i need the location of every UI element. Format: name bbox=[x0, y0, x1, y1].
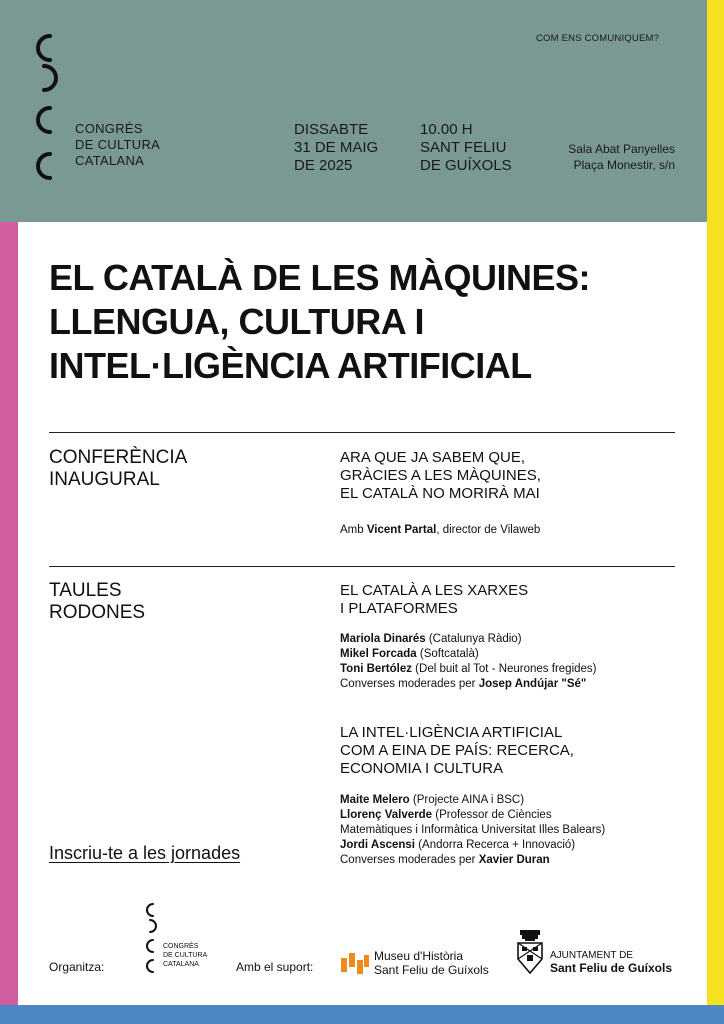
museu-line: Museu d'Història bbox=[374, 949, 463, 963]
label-line: INAUGURAL bbox=[49, 469, 160, 490]
participant bbox=[340, 808, 605, 823]
place-line: SANT FELIU bbox=[420, 139, 507, 156]
date-line: DISSABTE bbox=[294, 121, 369, 138]
logo-line: CATALANA bbox=[75, 153, 145, 168]
page-title bbox=[49, 256, 590, 388]
date-line: DE 2025 bbox=[294, 157, 353, 174]
participant-name: Jordi Ascensi bbox=[340, 839, 415, 851]
organiza-label: Organitza: bbox=[49, 960, 105, 974]
table2-title bbox=[340, 724, 574, 778]
section-divider bbox=[49, 432, 675, 433]
moderator-name: Josep Andújar "Sé" bbox=[478, 678, 587, 690]
talk-title-line: EL CATALÀ NO MORIRÀ MAI bbox=[340, 485, 540, 502]
blue-bottom-bar bbox=[0, 1005, 724, 1024]
participant bbox=[340, 662, 597, 677]
event-venue bbox=[568, 141, 675, 173]
logo-line: CONGRÉS bbox=[75, 121, 143, 136]
participant-org: (Catalunya Ràdio) bbox=[425, 633, 522, 645]
logo-line: DE CULTURA bbox=[75, 137, 161, 152]
place-line: DE GUÍXOLS bbox=[420, 157, 512, 174]
table1-title bbox=[340, 582, 528, 618]
moderator bbox=[340, 853, 605, 868]
talk-title-line: EL CATALÀ A LES XARXES bbox=[340, 582, 529, 599]
moderator-name: Xavier Duran bbox=[478, 854, 550, 866]
museu-logo-text bbox=[374, 949, 489, 977]
register-link[interactable]: Inscriu-te a les jornades bbox=[49, 843, 241, 863]
label-line: CONFERÈNCIA bbox=[49, 447, 188, 468]
round-tables-label bbox=[49, 580, 145, 624]
congres-logo-text bbox=[75, 121, 160, 169]
title-line: LLENGUA, CULTURA I bbox=[49, 301, 424, 342]
label-line: RODONES bbox=[49, 602, 146, 623]
talk-title-line: I PLATAFORMES bbox=[340, 600, 458, 617]
table1-participants bbox=[340, 632, 597, 692]
talk-title-line: ECONOMIA I CULTURA bbox=[340, 760, 504, 777]
logo-line: DE CULTURA bbox=[163, 952, 208, 959]
participant-org: (Andorra Recerca + Innovació) bbox=[415, 839, 576, 851]
participant-name: Mikel Forcada bbox=[340, 648, 417, 660]
date-line: 31 DE MAIG bbox=[294, 139, 379, 156]
contact-link[interactable]: COM ENS COMUNIQUEM? bbox=[536, 33, 660, 44]
participant-org: (Projecte AINA i BSC) bbox=[409, 794, 525, 806]
time-line: 10.00 H bbox=[420, 121, 473, 138]
ajuntament-line: AJUNTAMENT DE bbox=[550, 950, 633, 961]
participant-name: Mariola Dinarés bbox=[340, 633, 426, 645]
participant-org: (Professor de Ciències bbox=[432, 809, 552, 821]
participant-name: Maite Melero bbox=[340, 794, 410, 806]
participant bbox=[340, 647, 597, 662]
section-divider bbox=[49, 566, 675, 567]
logo-line: CONGRÉS bbox=[163, 943, 199, 950]
moderator bbox=[340, 677, 597, 692]
talk-title-line: ARA QUE JA SABEM QUE, bbox=[340, 449, 526, 466]
venue-line: Sala Abat Panyelles bbox=[568, 142, 675, 156]
logo-line: CATALANA bbox=[163, 961, 199, 968]
yellow-side-bar bbox=[707, 0, 724, 1005]
speaker-prefix: Amb bbox=[340, 524, 367, 536]
moderator-prefix: Converses moderades per bbox=[340, 678, 479, 690]
talk-title-line: LA INTEL·LIGÈNCIA ARTIFICIAL bbox=[340, 724, 563, 741]
museu-line: Sant Feliu de Guíxols bbox=[374, 963, 489, 977]
talk-title-line: GRÀCIES A LES MÀQUINES, bbox=[340, 467, 541, 484]
pink-side-bar bbox=[0, 222, 18, 1005]
participant bbox=[340, 793, 605, 808]
congres-logo-icon bbox=[28, 32, 68, 192]
conference-speaker bbox=[340, 523, 540, 538]
congres-small-logo-text bbox=[163, 942, 207, 969]
speaker-role: , director de Vilaweb bbox=[436, 524, 541, 536]
coat-of-arms-icon bbox=[514, 929, 546, 975]
participant bbox=[340, 838, 605, 853]
title-line: INTEL·LIGÈNCIA ARTIFICIAL bbox=[49, 345, 532, 386]
label-line: TAULES bbox=[49, 580, 122, 601]
ajuntament-logo-text bbox=[550, 950, 672, 974]
event-time-place bbox=[420, 121, 512, 175]
participant-name: Toni Bertólez bbox=[340, 663, 412, 675]
support-label: Amb el suport: bbox=[236, 960, 314, 974]
conference-title bbox=[340, 449, 541, 503]
participant bbox=[340, 632, 597, 647]
participant-name: Llorenç Valverde bbox=[340, 809, 433, 821]
speaker-name: Vicent Partal bbox=[366, 524, 437, 536]
participant-org: (Softcatalà) bbox=[416, 648, 479, 660]
table2-participants bbox=[340, 793, 605, 868]
participant-org: Matemàtiques i Informàtica Universitat Illes Balears) bbox=[340, 824, 606, 836]
museu-logo-icon bbox=[340, 950, 370, 976]
talk-title-line: COM A EINA DE PAÍS: RECERCA, bbox=[340, 742, 574, 759]
ajuntament-line: Sant Feliu de Guíxols bbox=[550, 961, 673, 975]
event-date bbox=[294, 121, 378, 175]
title-line: EL CATALÀ DE LES MÀQUINES: bbox=[49, 257, 591, 298]
participant-org: (Del buit al Tot - Neurones fregides) bbox=[411, 663, 597, 675]
venue-line: Plaça Monestir, s/n bbox=[573, 158, 675, 172]
congres-small-logo-icon bbox=[143, 902, 159, 976]
conference-label bbox=[49, 447, 187, 491]
moderator-prefix: Converses moderades per bbox=[340, 854, 479, 866]
